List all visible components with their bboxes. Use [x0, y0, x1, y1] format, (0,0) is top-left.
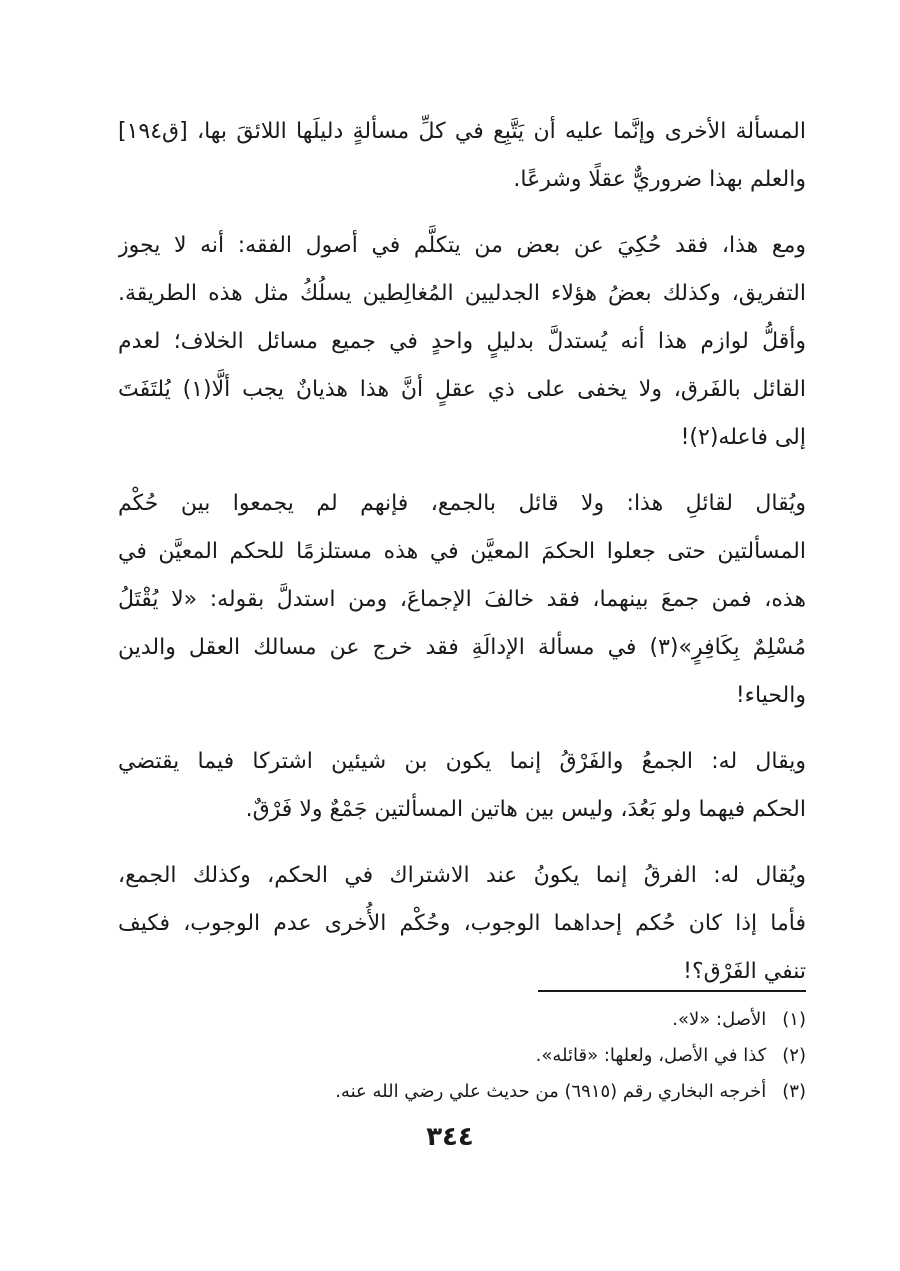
text-line: المسألتين حتى جعلوا الحكمَ المعيَّن في هذه مستلزمًا للحكم المعيَّن في [118, 539, 806, 564]
footnote-number: (٣) [782, 1081, 806, 1102]
text-line: والعلم بهذا ضروريٌّ عقلًا وشرعًا. [513, 167, 806, 192]
footnote-divider [538, 990, 806, 992]
text-line: المسألة الأخرى وإنَّما عليه أن يَتَّبِع في كلِّ مسألةٍ دليلَها اللائقَ بها، [ق١٩٤] [118, 119, 806, 144]
text-line: ويُقال له: الفرقُ إنما يكونُ عند الاشتراك في الحكم، وكذلك الجمع، [118, 863, 806, 888]
footnote-text: كذا في الأصل، ولعلها: «قائله». [535, 1045, 767, 1066]
footnote-text: الأصل: «لا». [672, 1009, 767, 1030]
text-line: القائل بالفَرق، ولا يخفى على ذي عقلٍ أنَّ هذا هذيانٌ يجب ألَّا(١) يُلتَفَتَ [118, 377, 806, 402]
paragraph-1 [118, 108, 806, 204]
footnote-2 [200, 1038, 806, 1074]
paragraph-5 [118, 852, 806, 996]
text-line: هذه، فمن جمعَ بينهما، فقد خالفَ الإجماعَ، ومن استدلَّ بقوله: «لا يُقْتَلُ [118, 587, 806, 612]
text-line: والحياء! [735, 683, 806, 708]
text-line: التفريق، وكذلك بعضُ هؤلاء الجدليين المُغالِطين يسلُكُ مثل هذه الطريقة. [118, 281, 806, 306]
text-line: إلى فاعله(٢)! [680, 425, 806, 450]
text-line: ومع هذا، فقد حُكِيَ عن بعض من يتكلَّم في أصول الفقه: أنه لا يجوز [118, 233, 806, 258]
footnote-number: (١) [782, 1009, 806, 1030]
text-line: فأما إذا كان حُكم إحداهما الوجوب، وحُكْم الأُخرى عدم الوجوب، فكيف [118, 911, 806, 936]
text-line: وأقلُّ لوازم هذا أنه يُستدلَّ بدليلٍ واحدٍ في جميع مسائل الخلاف؛ لعدم [118, 329, 806, 354]
paragraph-3 [118, 480, 806, 720]
page-number: ٣٤٤ [426, 1122, 474, 1152]
footnotes [200, 1002, 806, 1110]
text-line: تنفي الفَرْق؟! [683, 959, 806, 984]
footnote-text: أخرجه البخاري رقم (٦٩١٥) من حديث علي رضي الله عنه. [335, 1081, 767, 1102]
footnote-3 [200, 1074, 806, 1110]
text-line: ويقال له: الجمعُ والفَرْقُ إنما يكون بن شيئين اشتركا فيما يقتضي [118, 749, 806, 774]
paragraph-2 [118, 222, 806, 462]
text-line: ويُقال لقائلِ هذا: ولا قائل بالجمع، فإنهم لم يجمعوا بين حُكْم [118, 491, 806, 516]
text-line: مُسْلِمٌ بِكَافِرٍ»(٣) في مسألة الإدالَةِ فقد خرج عن مسالك العقل والدين [118, 635, 806, 660]
text-line: الحكم فيهما ولو بَعُدَ، وليس بين هاتين المسألتين جَمْعٌ ولا فَرْقٌ. [245, 797, 806, 822]
footnote-1 [200, 1002, 806, 1038]
paragraph-4 [118, 738, 806, 834]
main-text [118, 108, 806, 996]
footnote-number: (٢) [782, 1045, 806, 1066]
